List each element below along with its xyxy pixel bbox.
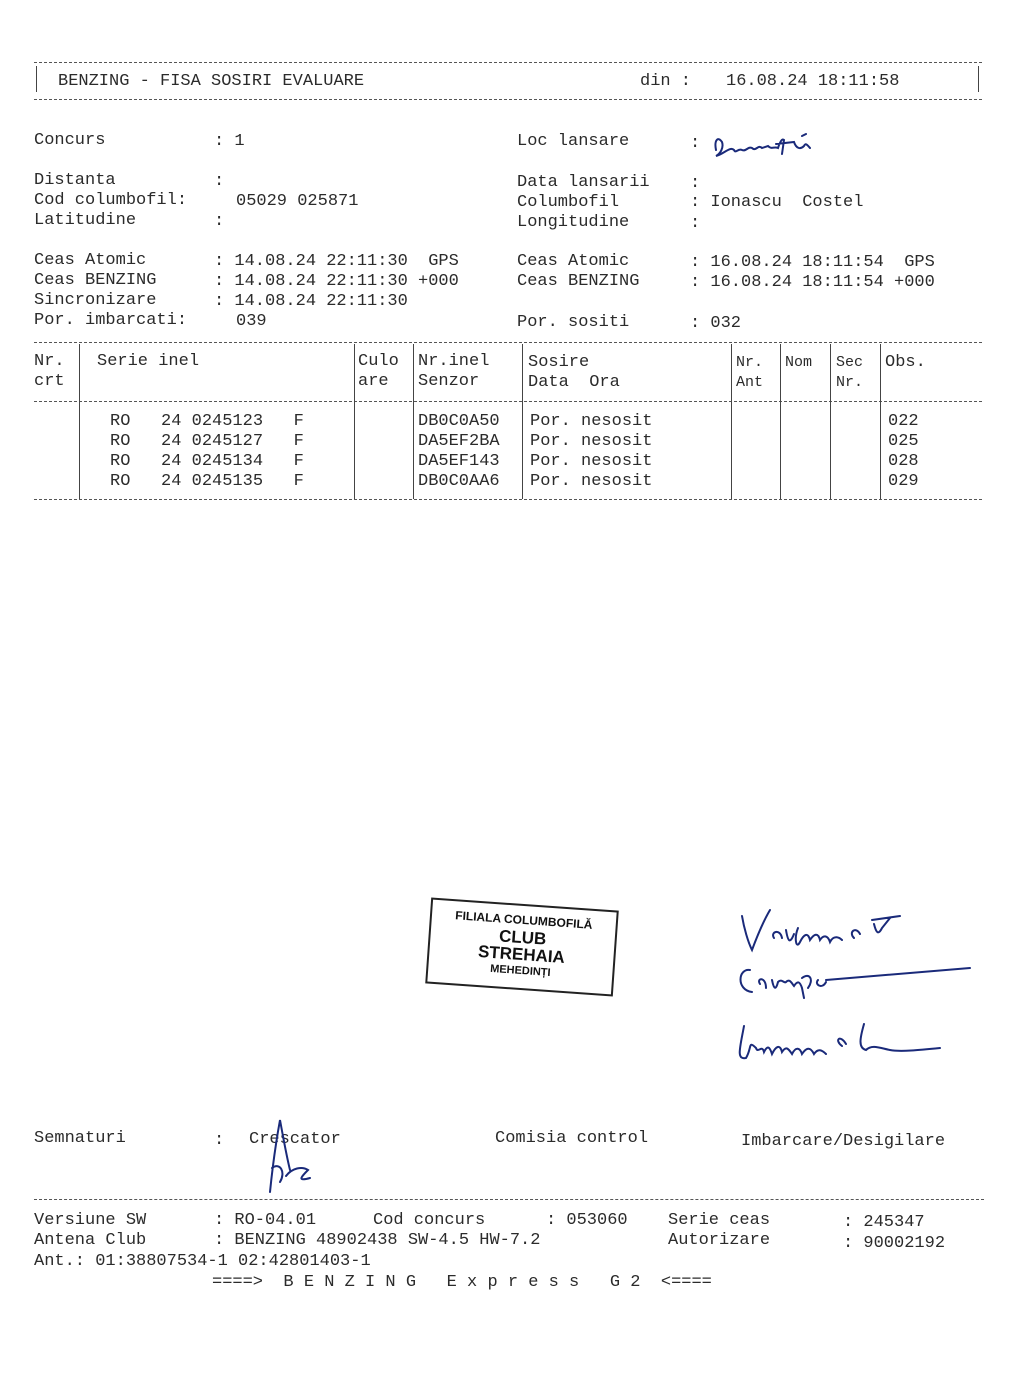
th-sec-nr: Nr.	[836, 374, 864, 391]
th-data-ora: Data Ora	[528, 373, 620, 392]
loc-lansare-handwritten	[710, 132, 820, 164]
header-left-border	[36, 66, 37, 92]
latitudine-label: Latitudine	[34, 211, 137, 230]
data-lansarii-value: :	[690, 174, 701, 193]
comisia-control-label: Comisia control	[495, 1129, 649, 1148]
concurs-label: Concurs	[34, 131, 106, 150]
header-top-border	[34, 62, 982, 63]
por-imbarcati-label: Por. imbarcati:	[34, 311, 188, 330]
th-crt: crt	[34, 372, 65, 391]
columbofil-value: : Ionascu Costel	[690, 193, 864, 212]
cell-obs: 028	[888, 452, 919, 471]
cell-ring: RO 24 0245127 F	[110, 432, 304, 451]
cell-senzor: DA5EF143	[418, 452, 500, 471]
cell-ring: RO 24 0245135 F	[110, 472, 304, 491]
report-datetime: 16.08.24 18:11:58	[726, 72, 900, 91]
col-divider-serie	[354, 344, 355, 499]
th-nr: Nr.	[34, 352, 65, 371]
col-divider-ant	[780, 344, 781, 499]
autorizare-label: Autorizare	[668, 1231, 771, 1250]
cod-concurs-label: Cod concurs	[373, 1211, 486, 1230]
cell-ring: RO 24 0245134 F	[110, 452, 304, 471]
stamp-line-1: FILIALA COLUMBOFILĂ	[454, 908, 593, 932]
col-divider-sec	[880, 344, 881, 499]
ceas-benzing-end-label: Ceas BENZING	[517, 272, 640, 291]
longitudine-value: :	[690, 214, 701, 233]
col-divider-sosire	[731, 344, 732, 499]
stamp-line-2: CLUB	[498, 926, 547, 949]
semnaturi-label: Semnaturi	[34, 1129, 126, 1148]
distanta-value: :	[214, 172, 225, 191]
autorizare-value: : 90002192	[843, 1234, 946, 1253]
th-nr-inel: Nr.inel	[418, 352, 490, 371]
th-nr-ant: Nr.	[736, 354, 764, 371]
th-serie-inel: Serie inel	[97, 352, 200, 371]
serie-ceas-value: : 245347	[843, 1213, 925, 1232]
cell-senzor: DB0C0AA6	[418, 472, 500, 491]
cod-columbofil-label: Cod columbofil:	[34, 191, 188, 210]
data-lansarii-label: Data lansarii	[517, 173, 650, 192]
col-divider-senzor	[522, 344, 523, 499]
antena-club-label: Antena Club	[34, 1231, 147, 1250]
th-senzor: Senzor	[418, 372, 480, 391]
serie-ceas-label: Serie ceas	[668, 1211, 771, 1230]
cell-obs: 029	[888, 472, 919, 491]
stamp-line-4: MEHEDINȚI	[489, 962, 551, 980]
cod-columbofil-value: 05029 025871	[236, 192, 359, 211]
sincronizare-label: Sincronizare	[34, 291, 157, 310]
semnaturi-colon: :	[214, 1131, 225, 1150]
crescator-signature	[250, 1112, 330, 1202]
loc-lansare-label: Loc lansare	[517, 132, 630, 151]
report-title: BENZING - FISA SOSIRI EVALUARE	[58, 72, 365, 91]
latitudine-value: :	[214, 212, 225, 231]
cell-sosire: Por. nesosit	[530, 472, 653, 491]
loc-lansare-colon: :	[690, 134, 701, 153]
stamp-line-3: STREHAIA	[477, 941, 566, 967]
th-sosire: Sosire	[528, 353, 590, 372]
din-label: din :	[640, 72, 692, 91]
antenna-ids: Ant.: 01:38807534-1 02:42801403-1	[34, 1252, 371, 1271]
por-imbarcati-value: 039	[236, 312, 267, 331]
cell-ring: RO 24 0245123 F	[110, 412, 304, 431]
cell-sosire: Por. nesosit	[530, 452, 653, 471]
header-right-border	[978, 66, 979, 92]
th-are: are	[358, 372, 389, 391]
commission-signatures	[730, 898, 980, 1068]
ceas-atomic-end-label: Ceas Atomic	[517, 252, 630, 271]
antena-club-value: : BENZING 48902438 SW-4.5 HW-7.2	[214, 1231, 541, 1250]
th-sec: Sec	[836, 354, 864, 371]
footer-top-border	[34, 1199, 984, 1200]
ceas-benzing-start-value: : 14.08.24 22:11:30 +000	[214, 272, 459, 291]
sincronizare-value: : 14.08.24 22:11:30	[214, 292, 408, 311]
imbarcare-desigilare-label: Imbarcare/Desigilare	[741, 1132, 946, 1151]
club-stamp	[425, 898, 619, 997]
por-sositi-label: Por. sositi	[517, 313, 630, 332]
ceas-atomic-start-value: : 14.08.24 22:11:30 GPS	[214, 252, 459, 271]
versiune-sw-value: : RO-04.01	[214, 1211, 317, 1230]
col-divider-nom	[830, 344, 831, 499]
concurs-value: : 1	[214, 132, 245, 151]
col-divider-culoare	[413, 344, 414, 499]
ceas-atomic-end-value: : 16.08.24 18:11:54 GPS	[690, 253, 935, 272]
th-culo: Culo	[358, 352, 399, 371]
longitudine-label: Longitudine	[517, 213, 630, 232]
th-ant: Ant	[736, 374, 764, 391]
table-header-bottom-border	[34, 401, 982, 402]
benzing-express-banner: ====> B E N Z I N G E x p r e s s G 2 <====	[212, 1273, 712, 1292]
por-sositi-value: : 032	[690, 314, 742, 333]
cod-concurs-value: : 053060	[546, 1211, 628, 1230]
cell-obs: 025	[888, 432, 919, 451]
cell-sosire: Por. nesosit	[530, 432, 653, 451]
cell-sosire: Por. nesosit	[530, 412, 653, 431]
crescator-label: Crescator	[249, 1130, 341, 1149]
th-obs: Obs.	[885, 353, 926, 372]
cell-obs: 022	[888, 412, 919, 431]
versiune-sw-label: Versiune SW	[34, 1211, 147, 1230]
col-divider-nr	[79, 344, 80, 499]
columbofil-label: Columbofil	[517, 193, 620, 212]
ceas-atomic-start-label: Ceas Atomic	[34, 251, 147, 270]
ceas-benzing-end-value: : 16.08.24 18:11:54 +000	[690, 273, 935, 292]
distanta-label: Distanta	[34, 171, 116, 190]
table-bottom-border	[34, 499, 982, 500]
cell-senzor: DB0C0A50	[418, 412, 500, 431]
header-bottom-border	[34, 99, 982, 100]
table-top-border	[34, 342, 982, 343]
cell-senzor: DA5EF2BA	[418, 432, 500, 451]
th-nom: Nom	[785, 354, 813, 371]
ceas-benzing-start-label: Ceas BENZING	[34, 271, 157, 290]
